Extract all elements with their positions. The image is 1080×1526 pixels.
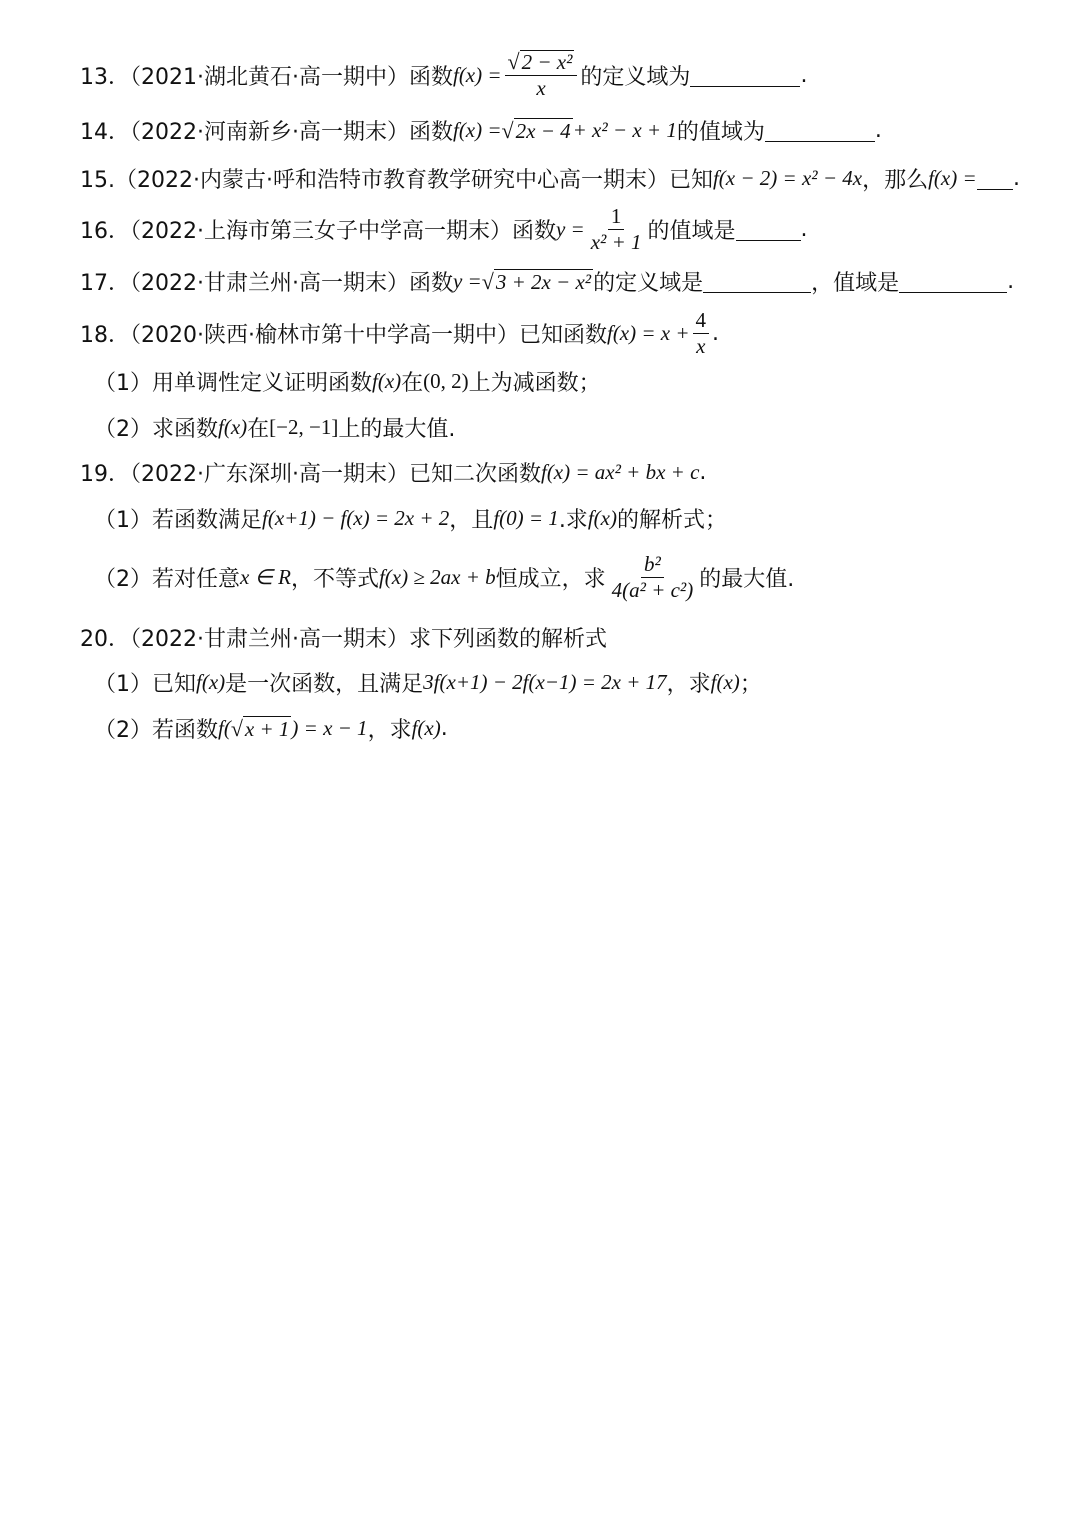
question-13: 13．（2021·湖北黄石·高一期中）函数 f(x) = √ 2 − x² x 的定义域为 . [80,49,808,101]
q19-fraction: $\frac{\text{b²}}{\text{4(a² + c²)}}$ [611,552,694,603]
question-19-part-1: （1）若函数满足 f(x+1) − f(x) = 2x + 2 ，且 f(0) = 1 .求 f(x) 的解析式； [94,506,727,533]
q14-suffix: 的值域为 [676,120,765,145]
q14-text: 14．（2022·河南新乡·高一期末）函数 [80,120,453,145]
answer-blank[interactable] [977,167,1013,190]
q19-text: 19．（2022·广东深圳·高一期末）已知二次函数 [80,462,541,487]
answer-blank[interactable] [899,270,1007,293]
answer-blank[interactable] [765,119,875,142]
question-14: 14．（2022·河南新乡·高一期末）函数 f(x) = √ 2x − 4 + x² − x + 1 的值域为 . [80,115,1020,146]
q13-text: 13．（2021·湖北黄石·高一期中）函数 [80,64,453,90]
question-15: 15.（2022·内蒙古·呼和浩特市教育教学研究中心高一期末）已知 f(x − 2) = x² − 4x ，那么 f(x) = . [80,163,1020,194]
q13-radicand: 2 − x² [521,50,573,74]
q13-fraction: √ 2 − x² x [505,50,578,100]
question-18-part-1: （1）用单调性定义证明函数 f(x) 在 (0, 2) 上为减函数； [94,369,601,396]
q15-text: 15.（2022·内蒙古·呼和浩特市教育教学研究中心高一期末）已知 [80,168,713,193]
q16-fraction: $\frac{1}{\text{x² + 1}}$ [590,204,642,255]
question-17: 17．（2022·甘肃兰州·高一期末）函数 y = √ 3 + 2x − x² 的定义域是 ，值域是 . [80,266,1020,297]
question-16: 16．（2022·上海市第三女子中学高一期末）函数 y = $\frac{1}{\text{x² + 1}}$ 的值域是 . [80,204,808,255]
q13-function: f(x) = [452,62,502,87]
question-18-part-2: （2）求函数 f(x) 在 [−2, −1] 上的最大值. [94,415,456,442]
q14-function: f(x) = [452,118,502,142]
question-19: 19．（2022·广东深圳·高一期末）已知二次函数 f(x) = ax² + bx + c . [80,457,1020,488]
answer-blank[interactable] [690,64,800,87]
q16-text: 16．（2022·上海市第三女子中学高一期末）函数 [80,219,556,245]
question-20-part-1: （1）已知 f(x) 是一次函数，且满足 3f(x+1) − 2f(x−1) = 2x + 17 ，求 f(x) ； [94,670,762,697]
q20-text: 20．（2022·甘肃兰州·高一期末）求下列函数的解析式 [80,627,607,652]
q17-text: 17．（2022·甘肃兰州·高一期末）函数 [80,271,453,296]
q18-fraction: $\frac{4}{x}$ [693,309,710,358]
q15-expression: f(x − 2) = x² − 4x [712,166,863,190]
q17-sqrt: √ 3 + 2x − x² [481,268,592,294]
q20-sqrt: √ x + 1 [230,715,290,741]
question-20-part-2: （2）若函数 f( √ x + 1 ) = x − 1 ，求 f(x) . [94,715,448,743]
q13-suffix: 的定义域为 [580,64,691,90]
answer-blank[interactable] [703,270,811,293]
question-18: 18．（2020·陕西·榆林市第十中学高一期中）已知函数 f(x) = x + $\frac{4}{x}$ . [80,308,720,359]
answer-blank[interactable] [736,218,801,241]
q14-tail: + x² − x + 1 [572,118,677,142]
question-19-part-2: （2）若对任意 x ∈ R ，不等式 f(x) ≥ 2ax + b 恒成立，求 $\frac{\text{b²}}{\text{4(a² + c²)}}$ 的最大值. [94,552,795,603]
q13-denominator: x [536,76,546,101]
question-20 [80,622,1020,653]
q14-sqrt: √ 2x − 4 [501,117,571,143]
q18-text: 18．（2020·陕西·榆林市第十中学高一期中）已知函数 [80,323,607,349]
